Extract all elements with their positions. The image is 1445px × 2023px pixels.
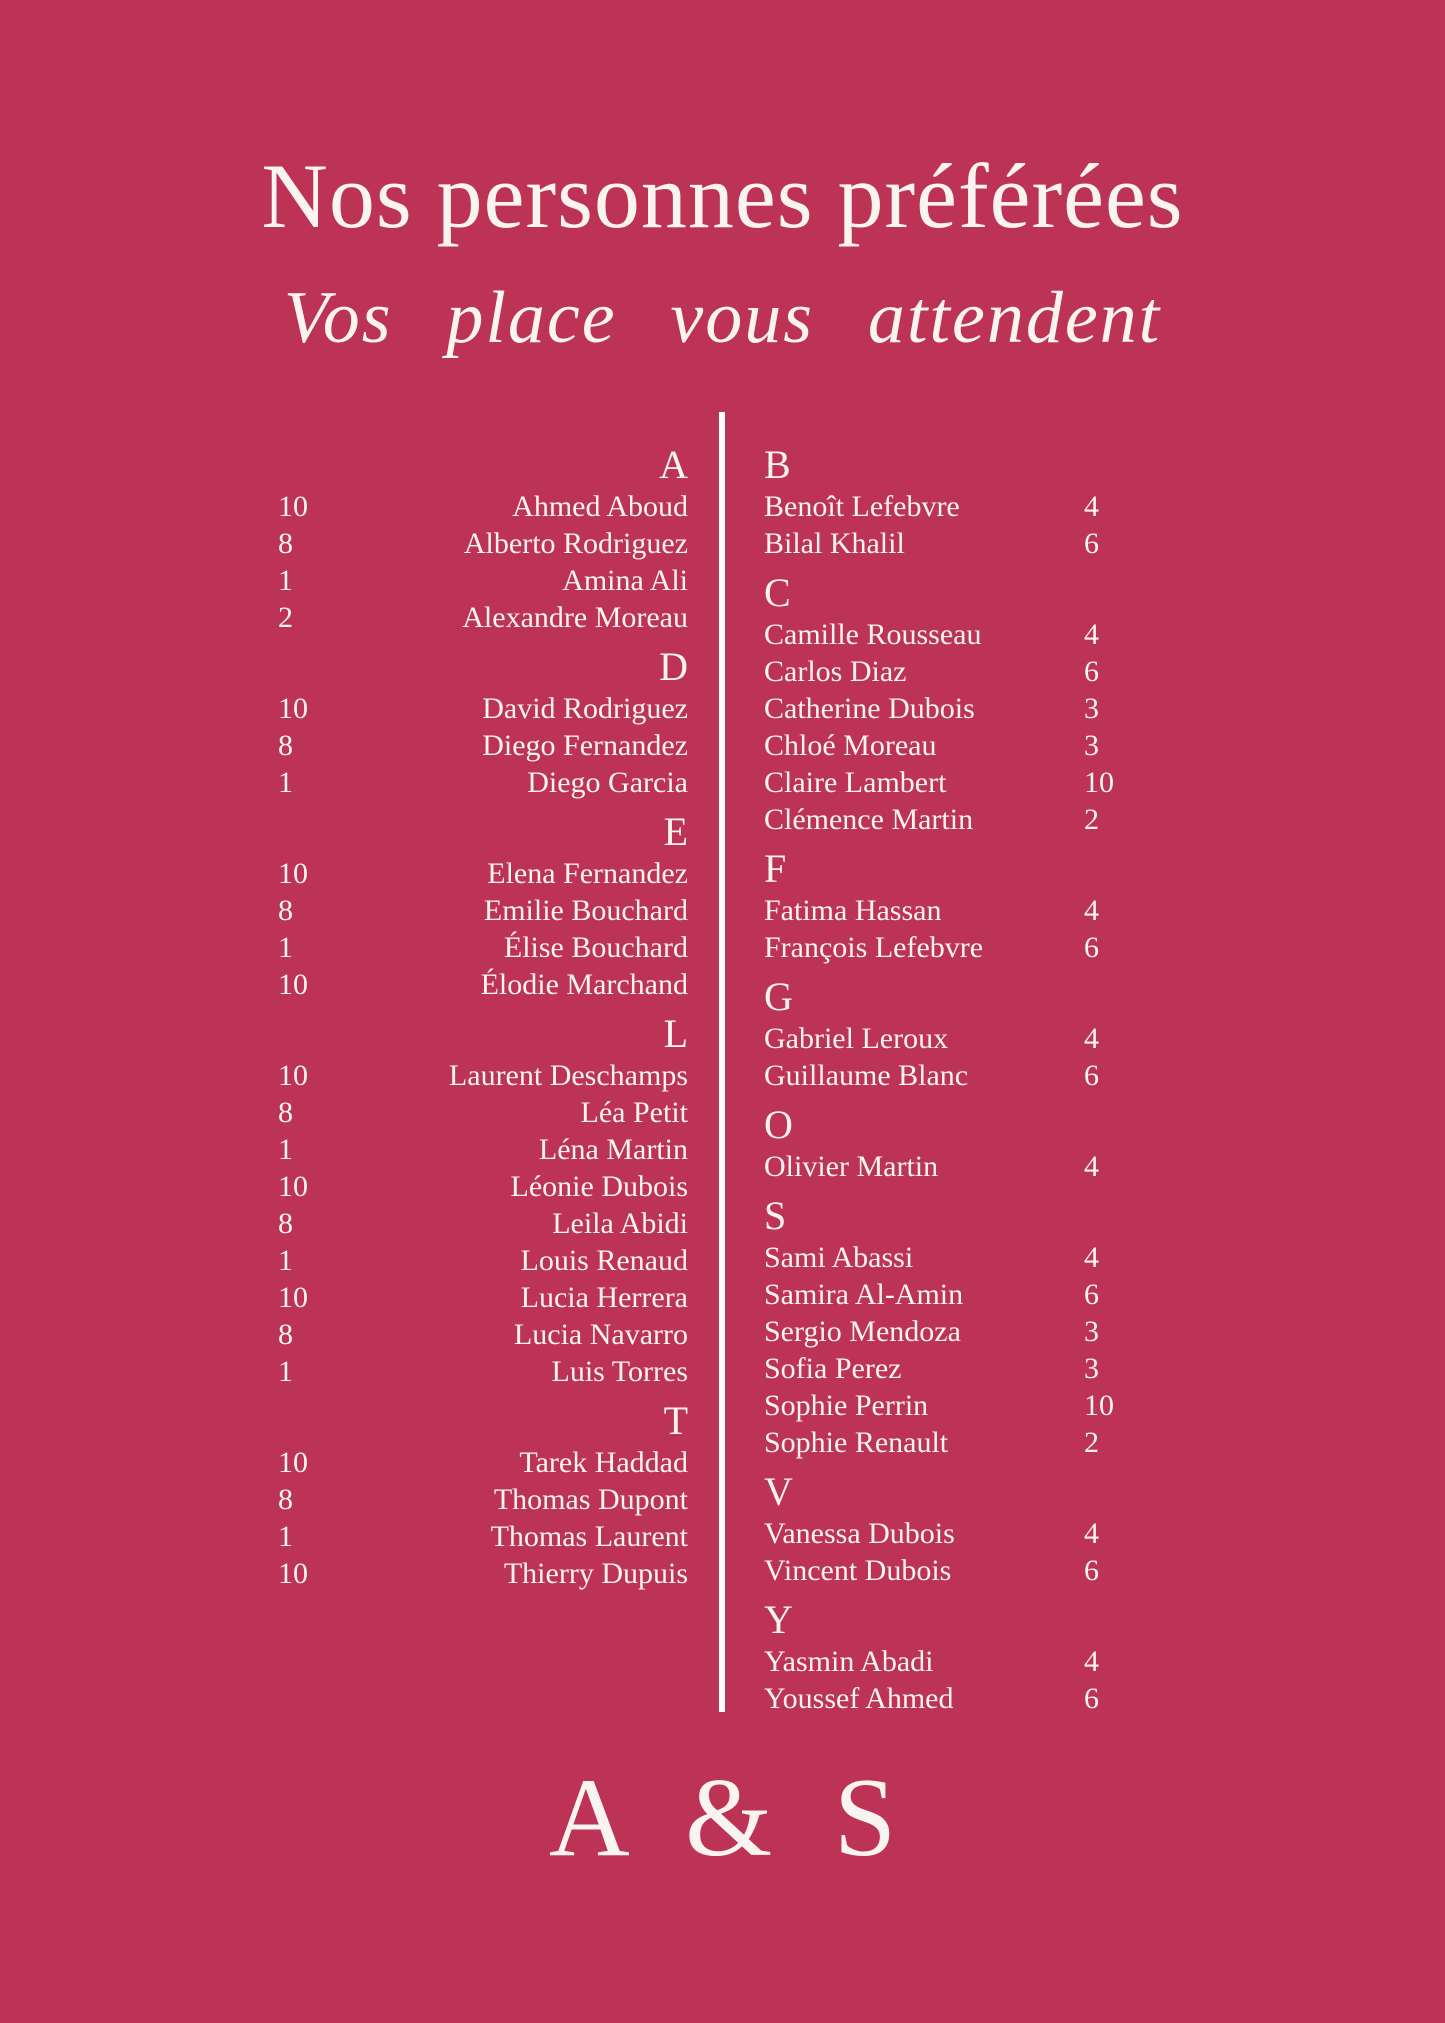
guest-row: [723, 1239, 1445, 1276]
guest-name: David Rodriguez: [482, 692, 688, 725]
table-number: 8: [278, 1207, 293, 1240]
section-letter: V: [764, 1469, 793, 1514]
table-number: 1: [278, 931, 293, 964]
guest-row: [0, 488, 722, 525]
guest-section-E: [0, 809, 722, 1003]
guest-name: Thierry Dupuis: [503, 1557, 688, 1590]
guest-name: Diego Fernandez: [482, 729, 688, 762]
guest-row: [723, 1680, 1445, 1717]
table-number: 10: [278, 1170, 308, 1203]
table-number: 4: [1084, 618, 1099, 651]
guest-row: [0, 562, 722, 599]
guest-name: Yasmin Abadi: [764, 1645, 934, 1678]
guest-row: [0, 929, 722, 966]
table-number: 4: [1084, 894, 1099, 927]
section-letter: S: [764, 1193, 787, 1238]
guest-row: [723, 525, 1445, 562]
section-letter: B: [764, 442, 791, 487]
guest-section-D: [0, 644, 722, 801]
guest-name: Alberto Rodriguez: [463, 527, 688, 560]
table-number: 1: [278, 564, 293, 597]
guest-name: Thomas Laurent: [490, 1520, 688, 1553]
guest-row: [0, 855, 722, 892]
guest-name: Sergio Mendoza: [764, 1315, 961, 1348]
table-number: 6: [1084, 1059, 1099, 1092]
table-number: 8: [278, 1318, 293, 1351]
table-number: 3: [1084, 692, 1099, 725]
table-number: 8: [278, 1096, 293, 1129]
guest-name: Tarek Haddad: [519, 1446, 688, 1479]
section-letter: A: [659, 442, 688, 487]
guest-section-C: [723, 570, 1445, 838]
guest-name: Vanessa Dubois: [764, 1517, 955, 1550]
table-number: 6: [1084, 1554, 1099, 1587]
guest-name: Gabriel Leroux: [764, 1022, 949, 1055]
section-letter: T: [663, 1398, 688, 1443]
guest-row: [0, 1444, 722, 1481]
guest-name: Samira Al-Amin: [764, 1278, 964, 1311]
guest-name: Carlos Diaz: [764, 655, 907, 688]
guest-row: [723, 1643, 1445, 1680]
section-letter: G: [764, 974, 793, 1019]
section-letter: L: [663, 1011, 688, 1056]
section-letter: O: [764, 1102, 793, 1147]
guest-row: [723, 1552, 1445, 1589]
guest-name: Claire Lambert: [764, 766, 947, 799]
table-number: 3: [1084, 729, 1099, 762]
guest-row: [723, 1020, 1445, 1057]
table-number: 10: [278, 692, 308, 725]
guest-name: Ahmed Aboud: [512, 490, 688, 523]
guest-row: [723, 616, 1445, 653]
table-number: 4: [1084, 1241, 1099, 1274]
guest-row: [723, 727, 1445, 764]
guest-section-O: [723, 1102, 1445, 1185]
guest-list-left-column: [0, 442, 722, 1592]
table-number: 8: [278, 729, 293, 762]
page-subtitle: Vos place vous attendent: [283, 277, 1162, 359]
guest-name: Laurent Deschamps: [448, 1059, 688, 1092]
guest-row: [0, 1481, 722, 1518]
guest-row: [723, 1515, 1445, 1552]
guest-section-T: [0, 1398, 722, 1592]
table-number: 10: [278, 1059, 308, 1092]
guest-section-G: [723, 974, 1445, 1094]
monogram: A & S: [548, 1756, 897, 1880]
table-number: 2: [1084, 1426, 1099, 1459]
table-number: 6: [1084, 1278, 1099, 1311]
guest-row: [723, 1057, 1445, 1094]
table-number: 1: [278, 766, 293, 799]
table-number: 10: [278, 490, 308, 523]
table-number: 4: [1084, 1022, 1099, 1055]
guest-row: [723, 801, 1445, 838]
guest-row: [723, 1148, 1445, 1185]
guest-row: [0, 1353, 722, 1390]
guest-row: [0, 1168, 722, 1205]
guest-name: Léa Petit: [580, 1096, 688, 1129]
guest-name: Clémence Martin: [764, 803, 974, 836]
table-number: 2: [278, 601, 293, 634]
page-title: Nos personnes préférées: [261, 145, 1184, 247]
guest-name: Leila Abidi: [552, 1207, 688, 1240]
guest-name: Sofia Perez: [764, 1352, 902, 1385]
guest-name: Élodie Marchand: [480, 968, 688, 1001]
guest-name: Thomas Dupont: [493, 1483, 688, 1516]
guest-row: [0, 1518, 722, 1555]
table-number: 3: [1084, 1315, 1099, 1348]
table-number: 10: [278, 1281, 308, 1314]
table-number: 4: [1084, 1517, 1099, 1550]
guest-name: Lucia Herrera: [520, 1281, 688, 1314]
table-number: 10: [278, 857, 308, 890]
guest-row: [0, 1242, 722, 1279]
guest-section-V: [723, 1469, 1445, 1589]
table-number: 4: [1084, 490, 1099, 523]
guest-row: [0, 690, 722, 727]
table-number: 6: [1084, 527, 1099, 560]
table-number: 6: [1084, 1682, 1099, 1715]
guest-row: [723, 892, 1445, 929]
guest-name: Amina Ali: [562, 564, 688, 597]
guest-name: Chloé Moreau: [764, 729, 937, 762]
table-number: 1: [278, 1244, 293, 1277]
guest-section-S: [723, 1193, 1445, 1461]
guest-name: Bilal Khalil: [764, 527, 905, 560]
table-number: 8: [278, 1483, 293, 1516]
guest-row: [0, 1205, 722, 1242]
guest-row: [0, 1057, 722, 1094]
guest-name: Lucia Navarro: [513, 1318, 688, 1351]
guest-row: [723, 1387, 1445, 1424]
table-number: 4: [1084, 1645, 1099, 1678]
guest-row: [0, 1279, 722, 1316]
guest-row: [723, 488, 1445, 525]
guest-name: Camille Rousseau: [764, 618, 982, 651]
guest-name: Alexandre Moreau: [462, 601, 688, 634]
guest-name: Luis Torres: [551, 1355, 688, 1388]
table-number: 6: [1084, 931, 1099, 964]
guest-row: [0, 892, 722, 929]
table-number: 10: [1084, 1389, 1114, 1422]
guest-name: Diego Garcia: [527, 766, 688, 799]
guest-name: Sophie Perrin: [764, 1389, 929, 1422]
guest-section-F: [723, 846, 1445, 966]
table-number: 2: [1084, 803, 1099, 836]
guest-row: [0, 764, 722, 801]
guest-name: Guillaume Blanc: [764, 1059, 969, 1092]
section-letter: E: [663, 809, 688, 854]
table-number: 10: [1084, 766, 1114, 799]
table-number: 3: [1084, 1352, 1099, 1385]
table-number: 8: [278, 527, 293, 560]
guest-name: Vincent Dubois: [764, 1554, 952, 1587]
guest-row: [0, 1316, 722, 1353]
table-number: 1: [278, 1520, 293, 1553]
guest-row: [723, 929, 1445, 966]
guest-row: [0, 966, 722, 1003]
table-number: 10: [278, 1446, 308, 1479]
guest-section-A: [0, 442, 722, 636]
guest-name: Léonie Dubois: [510, 1170, 688, 1203]
guest-name: Léna Martin: [538, 1133, 688, 1166]
guest-section-L: [0, 1011, 722, 1390]
guest-row: [0, 525, 722, 562]
guest-row: [0, 1131, 722, 1168]
guest-section-Y: [723, 1597, 1445, 1717]
guest-row: [723, 1276, 1445, 1313]
guest-name: Benoît Lefebvre: [764, 490, 960, 523]
guest-name: Sophie Renault: [764, 1426, 949, 1459]
guest-name: Olivier Martin: [764, 1150, 939, 1183]
guest-name: Élise Bouchard: [503, 931, 688, 964]
guest-name: Emilie Bouchard: [483, 894, 688, 927]
guest-row: [723, 690, 1445, 727]
guest-row: [723, 1313, 1445, 1350]
guest-name: Fatima Hassan: [764, 894, 942, 927]
section-letter: Y: [764, 1597, 793, 1642]
guest-row: [723, 764, 1445, 801]
guest-row: [0, 1555, 722, 1592]
section-letter: C: [764, 570, 791, 615]
guest-name: Elena Fernandez: [487, 857, 688, 890]
table-number: 8: [278, 894, 293, 927]
guest-row: [723, 653, 1445, 690]
guest-row: [0, 727, 722, 764]
guest-row: [0, 599, 722, 636]
guest-name: François Lefebvre: [764, 931, 984, 964]
table-number: 10: [278, 968, 308, 1001]
guest-name: Sami Abassi: [764, 1241, 914, 1274]
table-number: 1: [278, 1133, 293, 1166]
guest-name: Catherine Dubois: [764, 692, 975, 725]
guest-row: [0, 1094, 722, 1131]
guest-section-B: [723, 442, 1445, 562]
section-letter: F: [764, 846, 787, 891]
guest-name: Youssef Ahmed: [764, 1682, 954, 1715]
table-number: 6: [1084, 655, 1099, 688]
guest-list-right-column: [723, 442, 1445, 1717]
table-number: 4: [1084, 1150, 1099, 1183]
guest-row: [723, 1424, 1445, 1461]
guest-row: [723, 1350, 1445, 1387]
table-number: 10: [278, 1557, 308, 1590]
guest-name: Louis Renaud: [520, 1244, 688, 1277]
section-letter: D: [659, 644, 688, 689]
table-number: 1: [278, 1355, 293, 1388]
